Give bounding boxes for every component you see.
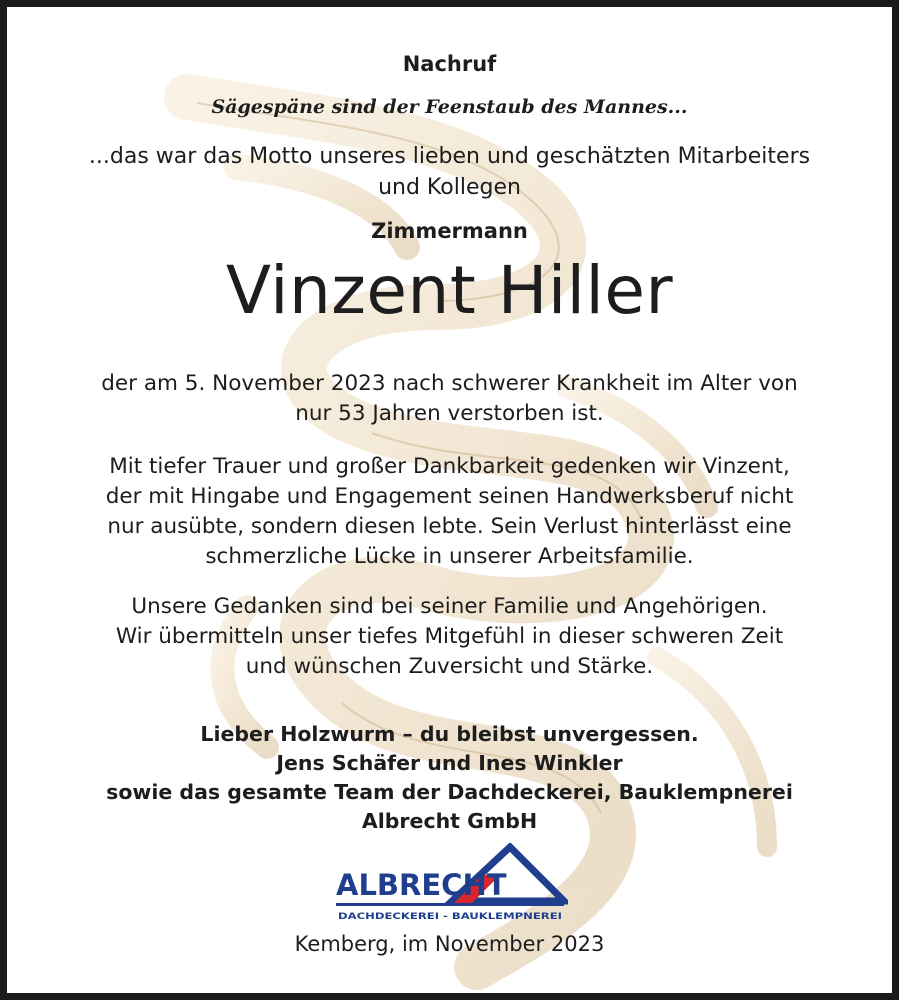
closing-line: Jens Schäfer und Ines Winkler bbox=[276, 751, 623, 775]
intro-line: ...das war das Motto unseres lieben und geschätzten Mitarbeiters bbox=[88, 144, 811, 169]
logo-subtitle: DACHDECKEREI - BAUKLEMPNEREI bbox=[338, 912, 562, 922]
deceased-role: Zimmermann bbox=[371, 219, 528, 243]
closing-line: Albrecht GmbH bbox=[361, 809, 538, 833]
motto: Sägespäne sind der Feenstaub des Mannes... bbox=[211, 96, 688, 118]
closing-signature bbox=[7, 720, 892, 836]
death-text bbox=[7, 369, 892, 429]
tribute-text bbox=[7, 452, 892, 572]
death-line: nur 53 Jahren verstorben ist. bbox=[295, 401, 604, 426]
logo-rule bbox=[336, 903, 564, 906]
tribute-line: Mit tiefer Trauer und großer Dankbarkeit gedenken wir Vinzent, bbox=[109, 454, 790, 479]
company-logo bbox=[332, 843, 568, 925]
death-line: der am 5. November 2023 nach schwerer Krankheit im Alter von bbox=[101, 371, 798, 396]
condolence-line: Wir übermitteln unser tiefes Mitgefühl in dieser schweren Zeit bbox=[115, 624, 784, 649]
notice-heading: Nachruf bbox=[402, 52, 497, 76]
tribute-line: der mit Hingabe und Engagement seinen Handwerksberuf nicht bbox=[105, 484, 794, 509]
closing-line: sowie das gesamte Team der Dachdeckerei, Bauklempnerei bbox=[106, 780, 793, 804]
deceased-name: Vinzent Hiller bbox=[225, 252, 674, 329]
intro-text bbox=[7, 141, 892, 203]
notice-content bbox=[7, 7, 892, 993]
tribute-line: nur ausübte, sondern diesen lebte. Sein Verlust hinterlässt eine bbox=[107, 514, 792, 539]
condolence-text bbox=[7, 592, 892, 682]
condolence-line: und wünschen Zuversicht und Stärke. bbox=[245, 654, 654, 679]
condolence-line: Unsere Gedanken sind bei seiner Familie und Angehörigen. bbox=[131, 594, 768, 619]
tribute-line: schmerzliche Lücke in unserer Arbeitsfamilie. bbox=[205, 544, 694, 569]
logo-name: ALBRECHT bbox=[336, 868, 507, 902]
intro-line: und Kollegen bbox=[378, 175, 521, 200]
place-and-date: Kemberg, im November 2023 bbox=[294, 932, 605, 956]
closing-line: Lieber Holzwurm – du bleibst unvergessen. bbox=[200, 722, 699, 746]
